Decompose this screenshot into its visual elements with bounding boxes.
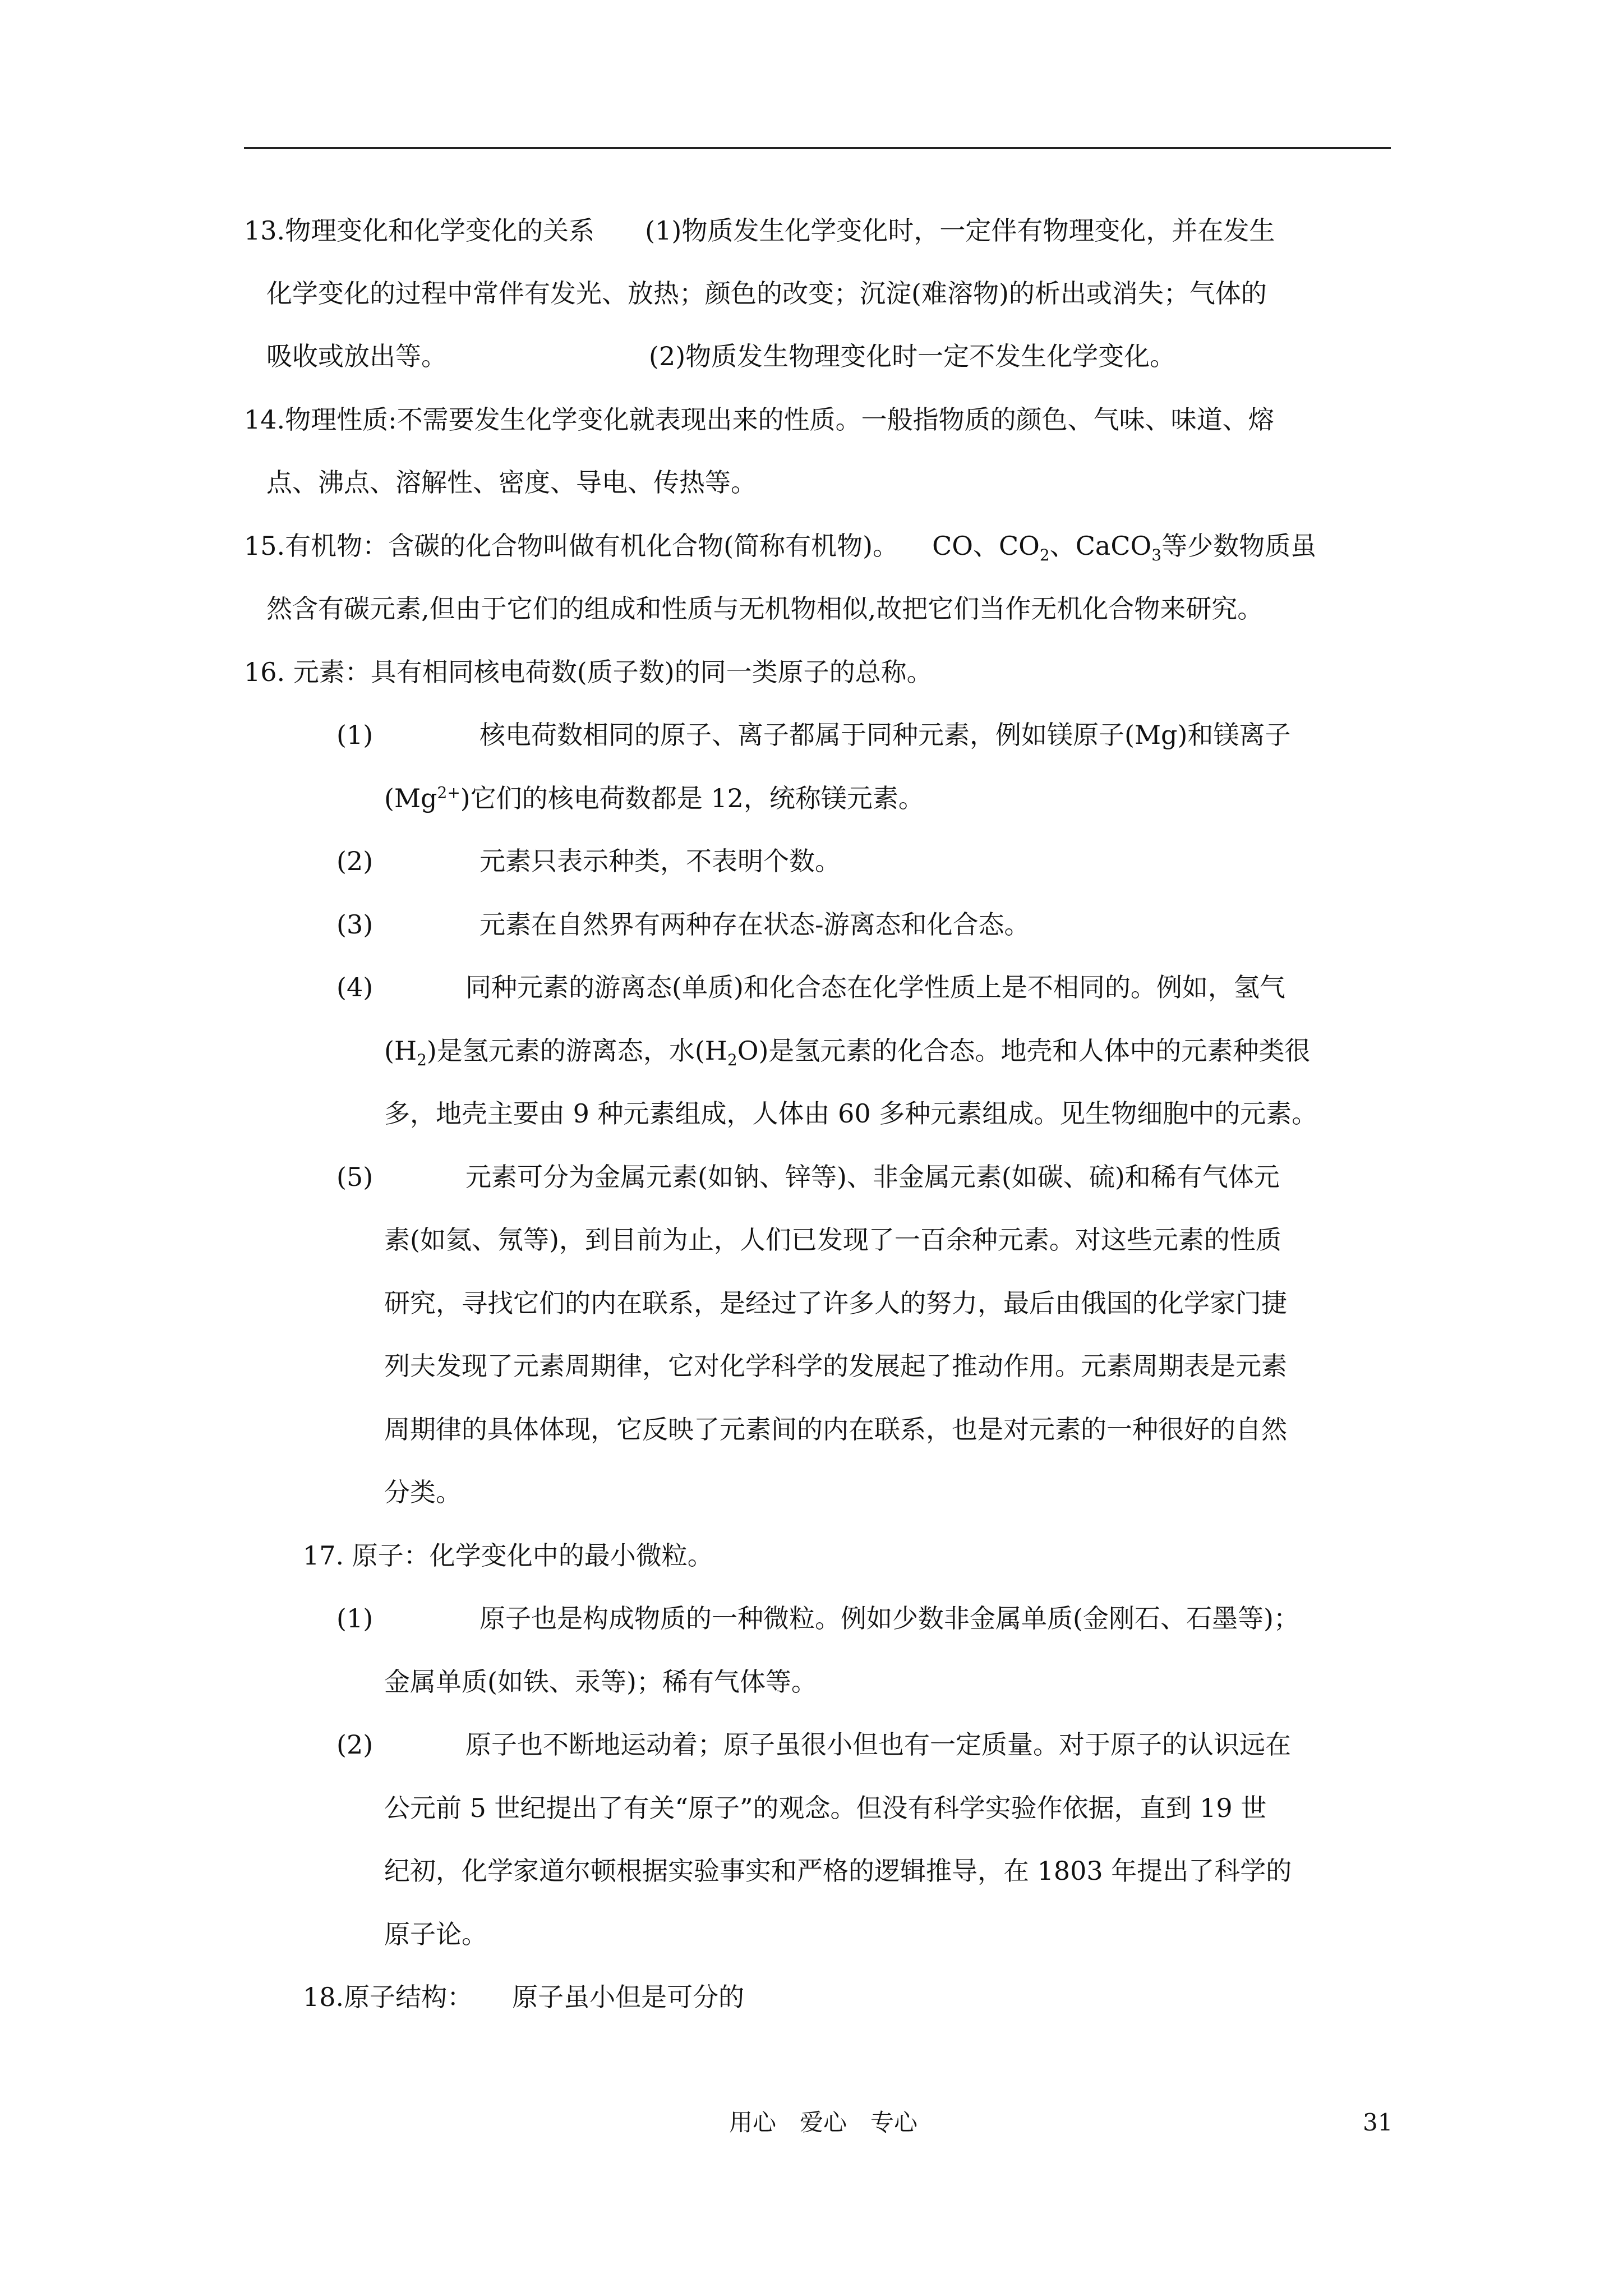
item-16-5-line-6: 分类。 (384, 1477, 462, 1507)
footer-motto: 用心 爱心 专心 (729, 2109, 918, 2136)
item-16-5-line-1: 元素可分为金属元素(如钠、锌等)、非金属元素(如碳、硫)和稀有气体元 (465, 1162, 1280, 1192)
item-13-title: 13.物理变化和化学变化的关系 (244, 215, 595, 246)
item-17-2-number: (2) (336, 1729, 374, 1760)
item-16-5-line-2: 素(如氦、氖等)，到目前为止，人们已发现了一百余种元素。对这些元素的性质 (384, 1225, 1281, 1255)
item-16-1-line-2: $(Mg^{2+})$它们的核电荷数都是 12，统称镁元素。 (384, 783, 924, 813)
item-16-5-number: (5) (336, 1162, 374, 1192)
item-15-line-1: 15.有机物：含碳的化合物叫做有机化合物(简称有机物)。 CO、$CO_2$、CaCO$_3$等少数物质虽 (244, 531, 1317, 565)
item-14-line-1: 14.物理性质:不需要发生化学变化就表现出来的性质。一般指物质的颜色、气味、味道、熔 (244, 404, 1274, 435)
item-16-3-number: (3) (336, 909, 374, 940)
item-16-1-number: (1) (336, 720, 374, 750)
item-16-4-line-2: $(H_2)$是氢元素的游离态，水$(H_2O)$是氢元素的化合态。地壳和人体中的元素种类很 (384, 1036, 1311, 1070)
header-rule (244, 147, 1391, 149)
item-16-4-number: (4) (336, 972, 374, 1002)
item-16-5-line-3: 研究，寻找它们的内在联系，是经过了许多人的努力，最后由俄国的化学家门捷 (384, 1288, 1287, 1318)
item-13-line-2: 化学变化的过程中常伴有发光、放热；颜色的改变；沉淀(难溶物)的析出或消失；气体的 (266, 278, 1267, 309)
item-16-5-line-4: 列夫发现了元素周期律，它对化学科学的发展起了推动作用。元素周期表是元素 (384, 1351, 1287, 1381)
item-17-2-line-3: 纪初，化学家道尔顿根据实验事实和严格的逻辑推导，在 1803 年提出了科学的 (384, 1856, 1292, 1886)
item-15-line-2: 然含有碳元素,但由于它们的组成和性质与无机物相似,故把它们当作无机化合物来研究。 (266, 593, 1264, 624)
item-14-line-2: 点、沸点、溶解性、密度、导电、传热等。 (266, 467, 757, 498)
item-16-3-line-1: 元素在自然界有两种存在状态-游离态和化合态。 (479, 909, 1030, 940)
item-17-1-line-1: 原子也是构成物质的一种微粒。例如少数非金属单质(金刚石、石墨等)； (479, 1603, 1299, 1634)
item-17-1-number: (1) (336, 1603, 374, 1634)
item-16-2-number: (2) (336, 846, 374, 876)
item-16-5-line-5: 周期律的具体体现，它反映了元素间的内在联系，也是对元素的一种很好的自然 (384, 1414, 1287, 1444)
item-17-2-line-2: 公元前 5 世纪提出了有关“原子”的观念。但没有科学实验作依据，直到 19 世 (384, 1793, 1267, 1823)
item-18-line-1: 18.原子结构： 原子虽小但是可分的 (303, 1982, 745, 2012)
item-16-title: 16. 元素：具有相同核电荷数(质子数)的同一类原子的总称。 (244, 657, 933, 687)
item-16-2-line-1: 元素只表示种类，不表明个数。 (479, 846, 841, 876)
item-17-1-line-2: 金属单质(如铁、汞等)；稀有气体等。 (384, 1667, 817, 1697)
page-number: 31 (1363, 2109, 1393, 2136)
item-16-4-line-3: 多，地壳主要由 9 种元素组成，人体由 60 多种元素组成。见生物细胞中的元素。 (384, 1098, 1318, 1129)
item-16-1-line-1: 核电荷数相同的原子、离子都属于同种元素，例如镁原子(Mg)和镁离子 (479, 720, 1291, 750)
item-17-2-line-4: 原子论。 (384, 1919, 487, 1949)
item-17-title: 17. 原子：化学变化中的最小微粒。 (303, 1540, 713, 1571)
item-13-line-3: 吸收或放出等。 (2)物质发生物理变化时一定不发生化学变化。 (266, 341, 1176, 371)
item-17-2-line-1: 原子也不断地运动着；原子虽很小但也有一定质量。对于原子的认识远在 (465, 1729, 1291, 1760)
item-16-4-line-1: 同种元素的游离态(单质)和化合态在化学性质上是不相同的。例如，氢气 (465, 972, 1285, 1002)
item-13-line-1: 13.物理变化和化学变化的关系 (1)物质发生化学变化时，一定伴有物理变化，并在发生 (244, 215, 1275, 246)
